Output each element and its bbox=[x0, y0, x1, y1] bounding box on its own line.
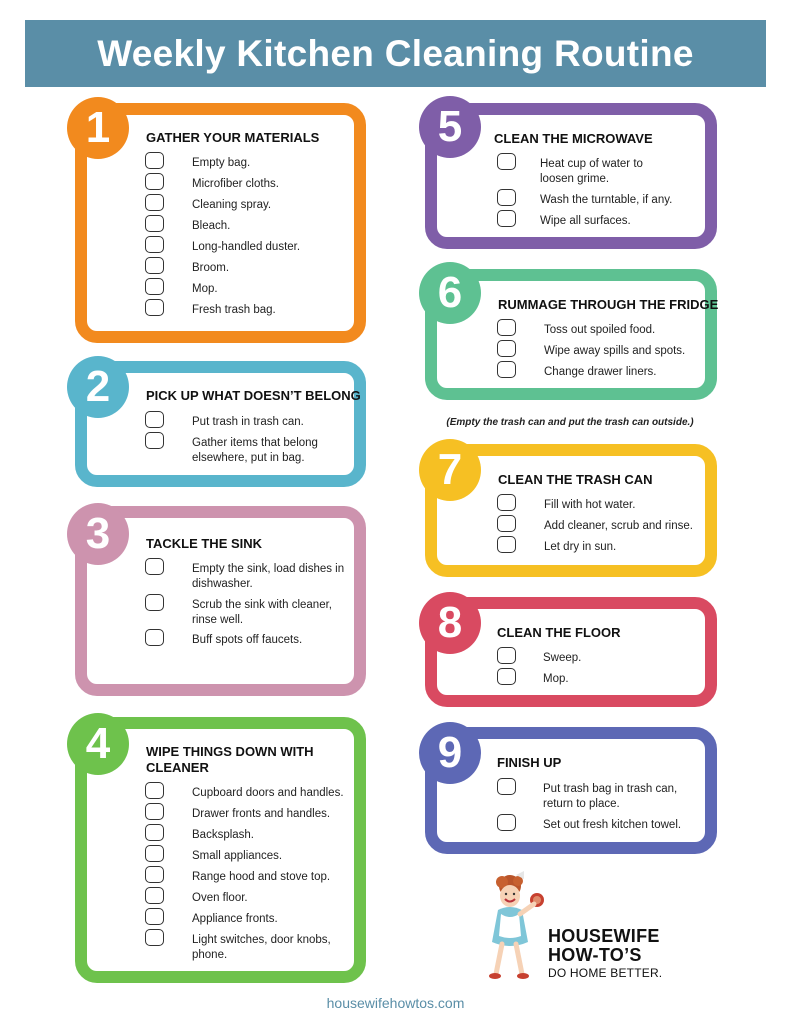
card-5-number: 5 bbox=[419, 96, 481, 158]
checklist-item-continuation: elsewhere, put in bag. bbox=[192, 452, 305, 464]
checkbox[interactable] bbox=[145, 908, 164, 925]
checkbox[interactable] bbox=[497, 668, 516, 685]
checklist-item: Cleaning spray. bbox=[192, 199, 272, 211]
checklist-item: Mop. bbox=[543, 673, 569, 685]
checklist-item-continuation: loosen grime. bbox=[540, 173, 610, 185]
card-5-title: CLEAN THE MICROWAVE bbox=[494, 131, 653, 146]
checklist-item: Fresh trash bag. bbox=[192, 304, 276, 316]
checklist-item: Wash the turntable, if any. bbox=[540, 194, 673, 206]
checkbox[interactable] bbox=[145, 782, 164, 799]
card-4-title-line2: CLEANER bbox=[146, 760, 209, 775]
checkbox[interactable] bbox=[145, 929, 164, 946]
card-8-number: 8 bbox=[419, 592, 481, 654]
checkbox[interactable] bbox=[497, 361, 516, 378]
checkbox[interactable] bbox=[497, 319, 516, 336]
checklist-item: Range hood and stove top. bbox=[192, 871, 331, 883]
checkbox[interactable] bbox=[145, 558, 164, 575]
card-4-title-line1: WIPE THINGS DOWN WITH bbox=[146, 744, 314, 759]
checkbox[interactable] bbox=[497, 340, 516, 357]
checkbox[interactable] bbox=[497, 210, 516, 227]
checkbox[interactable] bbox=[145, 824, 164, 841]
card-3-number: 3 bbox=[67, 503, 129, 565]
checkbox[interactable] bbox=[145, 803, 164, 820]
checklist-item: Wipe away spills and spots. bbox=[544, 345, 686, 357]
housewife-howtos-logo bbox=[482, 870, 672, 982]
checklist-item: Toss out spoiled food. bbox=[544, 324, 656, 336]
checklist-item-continuation: dishwasher. bbox=[192, 578, 253, 590]
checkbox[interactable] bbox=[145, 194, 164, 211]
checklist-item: Oven floor. bbox=[192, 892, 248, 904]
checklist-item: Appliance fronts. bbox=[192, 913, 278, 925]
checklist-item: Drawer fronts and handles. bbox=[192, 808, 331, 820]
checklist-item: Put trash in trash can. bbox=[192, 416, 304, 428]
checkbox[interactable] bbox=[497, 814, 516, 831]
checklist-item: Light switches, door knobs, bbox=[192, 934, 331, 946]
checkbox[interactable] bbox=[145, 299, 164, 316]
trash-note: (Empty the trash can and put the trash can outside.) bbox=[446, 417, 694, 428]
checklist-item: Bleach. bbox=[192, 220, 231, 232]
checklist-item: Backsplash. bbox=[192, 829, 255, 841]
card-1-number: 1 bbox=[67, 97, 129, 159]
checkbox[interactable] bbox=[145, 629, 164, 646]
checklist-item-continuation: phone. bbox=[192, 949, 228, 961]
card-2-title: PICK UP WHAT DOESN’T BELONG bbox=[146, 388, 361, 403]
checkbox[interactable] bbox=[145, 215, 164, 232]
checklist-item-continuation: return to place. bbox=[543, 798, 620, 810]
card-7-title: CLEAN THE TRASH CAN bbox=[498, 472, 653, 487]
checklist-item: Small appliances. bbox=[192, 850, 283, 862]
checkbox[interactable] bbox=[497, 778, 516, 795]
checkbox[interactable] bbox=[145, 411, 164, 428]
logo-tagline: DO HOME BETTER. bbox=[548, 966, 663, 980]
checklist-item: Buff spots off faucets. bbox=[192, 634, 303, 646]
logo-text-howtos: HOW-TO’S bbox=[548, 945, 642, 965]
checklist-item: Change drawer liners. bbox=[544, 366, 657, 378]
checklist-item: Fill with hot water. bbox=[544, 499, 636, 511]
card-2-number: 2 bbox=[67, 356, 129, 418]
checklist-item-continuation: rinse well. bbox=[192, 614, 244, 626]
footer-url[interactable]: housewifehowtos.com bbox=[326, 995, 465, 1011]
checkbox[interactable] bbox=[145, 236, 164, 253]
checkbox[interactable] bbox=[145, 173, 164, 190]
card-9-number: 9 bbox=[419, 722, 481, 784]
card-8-title: CLEAN THE FLOOR bbox=[497, 625, 621, 640]
card-3-title: TACKLE THE SINK bbox=[146, 536, 263, 551]
checklist-item: Scrub the sink with cleaner, bbox=[192, 599, 332, 611]
checkbox[interactable] bbox=[497, 494, 516, 511]
card-6-number: 6 bbox=[419, 262, 481, 324]
card-4-number: 4 bbox=[67, 713, 129, 775]
housewife-mascot-icon bbox=[482, 870, 548, 982]
checkbox[interactable] bbox=[497, 536, 516, 553]
checkbox[interactable] bbox=[497, 153, 516, 170]
checklist-item: Long-handled duster. bbox=[192, 241, 301, 253]
checklist-item: Wipe all surfaces. bbox=[540, 215, 631, 227]
checkbox[interactable] bbox=[145, 432, 164, 449]
checklist-item: Broom. bbox=[192, 262, 230, 274]
page-header bbox=[25, 20, 766, 87]
card-1-title: GATHER YOUR MATERIALS bbox=[146, 130, 320, 145]
checkbox[interactable] bbox=[145, 257, 164, 274]
checklist-item: Heat cup of water to bbox=[540, 158, 643, 170]
checkbox[interactable] bbox=[145, 845, 164, 862]
checkbox[interactable] bbox=[497, 647, 516, 664]
checklist-item: Let dry in sun. bbox=[544, 541, 617, 553]
checklist-item: Empty bag. bbox=[192, 157, 251, 169]
checkbox[interactable] bbox=[497, 515, 516, 532]
card-9-title: FINISH UP bbox=[497, 755, 562, 770]
checklist-item: Mop. bbox=[192, 283, 218, 295]
checkbox[interactable] bbox=[145, 152, 164, 169]
checklist-item: Sweep. bbox=[543, 652, 582, 664]
checklist-item: Gather items that belong bbox=[192, 437, 318, 449]
checklist-item: Cupboard doors and handles. bbox=[192, 787, 344, 799]
checkbox[interactable] bbox=[497, 189, 516, 206]
checklist-item: Add cleaner, scrub and rinse. bbox=[544, 520, 693, 532]
checkbox[interactable] bbox=[145, 866, 164, 883]
checkbox[interactable] bbox=[145, 594, 164, 611]
checklist-item: Microfiber cloths. bbox=[192, 178, 279, 190]
checkbox[interactable] bbox=[145, 278, 164, 295]
checklist-item: Empty the sink, load dishes in bbox=[192, 563, 345, 575]
page-title: Weekly Kitchen Cleaning Routine bbox=[97, 32, 694, 74]
logo-text-housewife: HOUSEWIFE bbox=[548, 926, 660, 946]
checklist-item: Set out fresh kitchen towel. bbox=[543, 819, 682, 831]
card-7-number: 7 bbox=[419, 439, 481, 501]
checklist-item: Put trash bag in trash can, bbox=[543, 783, 678, 795]
checkbox[interactable] bbox=[145, 887, 164, 904]
card-6-title: RUMMAGE THROUGH THE FRIDGE bbox=[498, 297, 719, 312]
